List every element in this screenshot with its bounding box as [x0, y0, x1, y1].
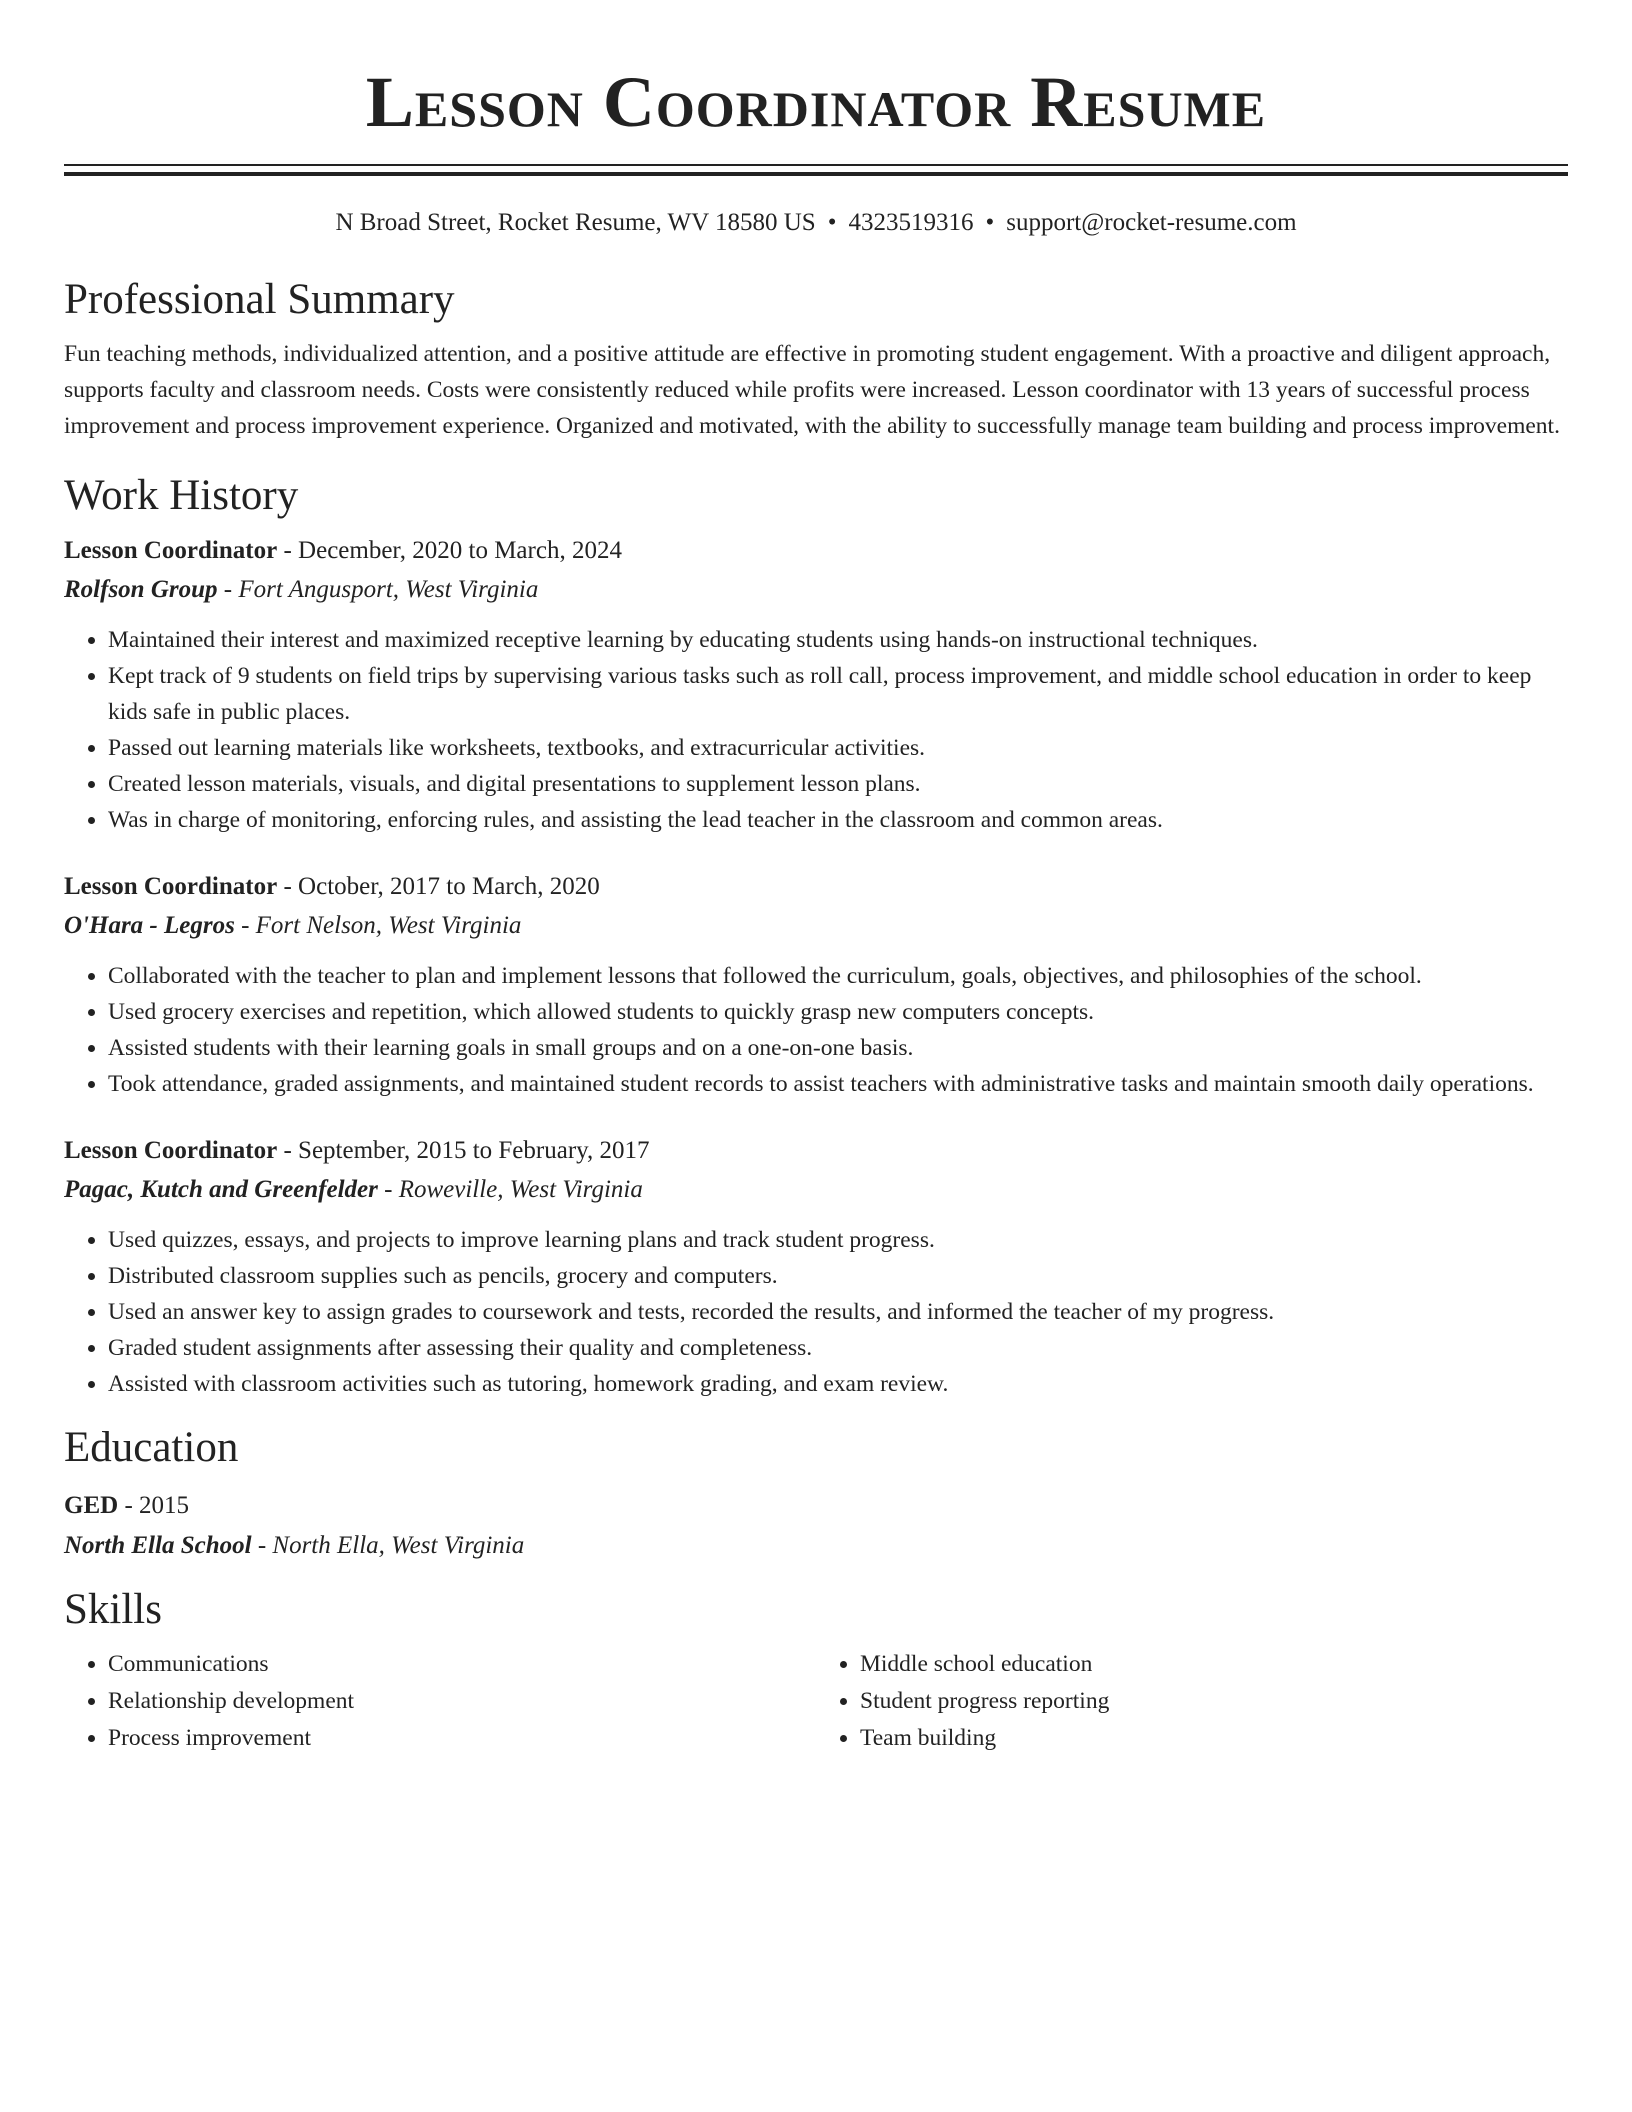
skills-heading: Skills	[64, 1586, 162, 1633]
job-dates: - December, 2020 to March, 2024	[277, 537, 622, 564]
bullet-separator: •	[827, 209, 837, 236]
education-degree: GED	[64, 1492, 119, 1519]
company-line	[64, 570, 1568, 610]
skill-item: • Middle school education	[860, 1646, 1568, 1683]
job-spacer	[64, 1102, 1568, 1132]
company-line	[64, 1170, 1568, 1210]
job-title: Lesson Coordinator	[64, 1137, 278, 1164]
education-location: - North Ella, West Virginia	[251, 1532, 525, 1559]
contact-address: N Broad Street, Rocket Resume, WV 18580 US	[335, 209, 816, 236]
job-bullet: • Assisted students with their learning goals in small groups and on a one-on-one basis.	[108, 1030, 1568, 1066]
skills-list-right	[816, 1646, 1568, 1757]
skills-list-left	[64, 1646, 816, 1757]
job-bullet: • Assisted with classroom activities such as tutoring, homework grading, and exam review.	[108, 1366, 1568, 1402]
job-entry	[64, 1132, 1568, 1402]
bullet-separator: •	[985, 209, 995, 236]
company-name: O'Hara - Legros	[64, 912, 235, 939]
skill-item: • Process improvement	[108, 1720, 816, 1757]
skills-columns	[64, 1646, 1568, 1757]
job-dates: - September, 2015 to February, 2017	[277, 1137, 650, 1164]
company-location: - Fort Nelson, West Virginia	[234, 912, 522, 939]
job-bullets	[64, 1222, 1568, 1402]
education-school: North Ella School	[64, 1532, 252, 1559]
company-name: Rolfson Group	[64, 576, 218, 603]
job-bullet: • Collaborated with the teacher to plan and implement lessons that followed the curriculum, goals, objectives, and philosophies of the school.	[108, 958, 1568, 994]
job-bullet: • Used grocery exercises and repetition, which allowed students to quickly grasp new computers concepts.	[108, 994, 1568, 1030]
job-spacer	[64, 838, 1568, 868]
company-name: Pagac, Kutch and Greenfelder	[64, 1176, 378, 1203]
job-bullet: • Was in charge of monitoring, enforcing rules, and assisting the lead teacher in the classroom and common areas.	[108, 802, 1568, 838]
company-location: - Roweville, West Virginia	[377, 1176, 643, 1203]
job-entry	[64, 532, 1568, 838]
job-bullet: • Distributed classroom supplies such as pencils, grocery and computers.	[108, 1258, 1568, 1294]
job-bullet: • Used an answer key to assign grades to coursework and tests, recorded the results, and informed the teacher of my progress.	[108, 1294, 1568, 1330]
job-title-line	[64, 1132, 1568, 1170]
job-title: Lesson Coordinator	[64, 873, 278, 900]
education-heading: Education	[64, 1424, 239, 1471]
job-bullet: • Created lesson materials, visuals, and digital presentations to supplement lesson plans.	[108, 766, 1568, 802]
company-location: - Fort Angusport, West Virginia	[217, 576, 539, 603]
work-history-heading: Work History	[64, 472, 299, 519]
job-title-line	[64, 532, 1568, 570]
skill-item: • Student progress reporting	[860, 1683, 1568, 1720]
job-bullet: • Passed out learning materials like worksheets, textbooks, and extracurricular activities.	[108, 730, 1568, 766]
job-bullet: • Kept track of 9 students on field trips by supervising various tasks such as roll call, process improvement, and middle school education in order to keep kids safe in public places.	[108, 658, 1568, 730]
title-double-rule	[64, 164, 1568, 176]
education-year: - 2015	[118, 1492, 190, 1519]
job-title-line	[64, 868, 1568, 906]
education-degree-line	[64, 1486, 1568, 1526]
resume-title: Lesson Coordinator Resume	[365, 62, 1267, 142]
summary-text: Fun teaching methods, individualized attention, and a positive attitude are effective in promoting student engagement. With a proactive and diligent approach, supports faculty and classroom needs. Costs were consistently reduced while profits were increased. Lesson coordinator with 13 years of successful process improvement and process improvement experience. Organized and motivated, with the ability to successfully manage team building and process improvement.	[64, 341, 1560, 439]
job-bullet: • Graded student assignments after assessing their quality and completeness.	[108, 1330, 1568, 1366]
job-bullet: • Maintained their interest and maximized receptive learning by educating students using hands-on instructional techniques.	[108, 622, 1568, 658]
contact-email: support@rocket-resume.com	[1006, 209, 1297, 236]
summary-heading: Professional Summary	[64, 276, 455, 323]
education-school-line	[64, 1526, 1568, 1566]
skill-item: • Team building	[860, 1720, 1568, 1757]
job-dates: - October, 2017 to March, 2020	[277, 873, 600, 900]
job-bullets	[64, 958, 1568, 1102]
contact-phone: 4323519316	[848, 209, 974, 236]
job-bullet: • Took attendance, graded assignments, and maintained student records to assist teachers with administrative tasks and maintain smooth daily operations.	[108, 1066, 1568, 1102]
company-line	[64, 906, 1568, 946]
job-bullet: • Used quizzes, essays, and projects to improve learning plans and track student progress.	[108, 1222, 1568, 1258]
skill-item: • Communications	[108, 1646, 816, 1683]
job-bullets	[64, 622, 1568, 838]
job-title: Lesson Coordinator	[64, 537, 278, 564]
job-entry	[64, 868, 1568, 1102]
contact-line	[64, 206, 1568, 240]
skill-item: • Relationship development	[108, 1683, 816, 1720]
